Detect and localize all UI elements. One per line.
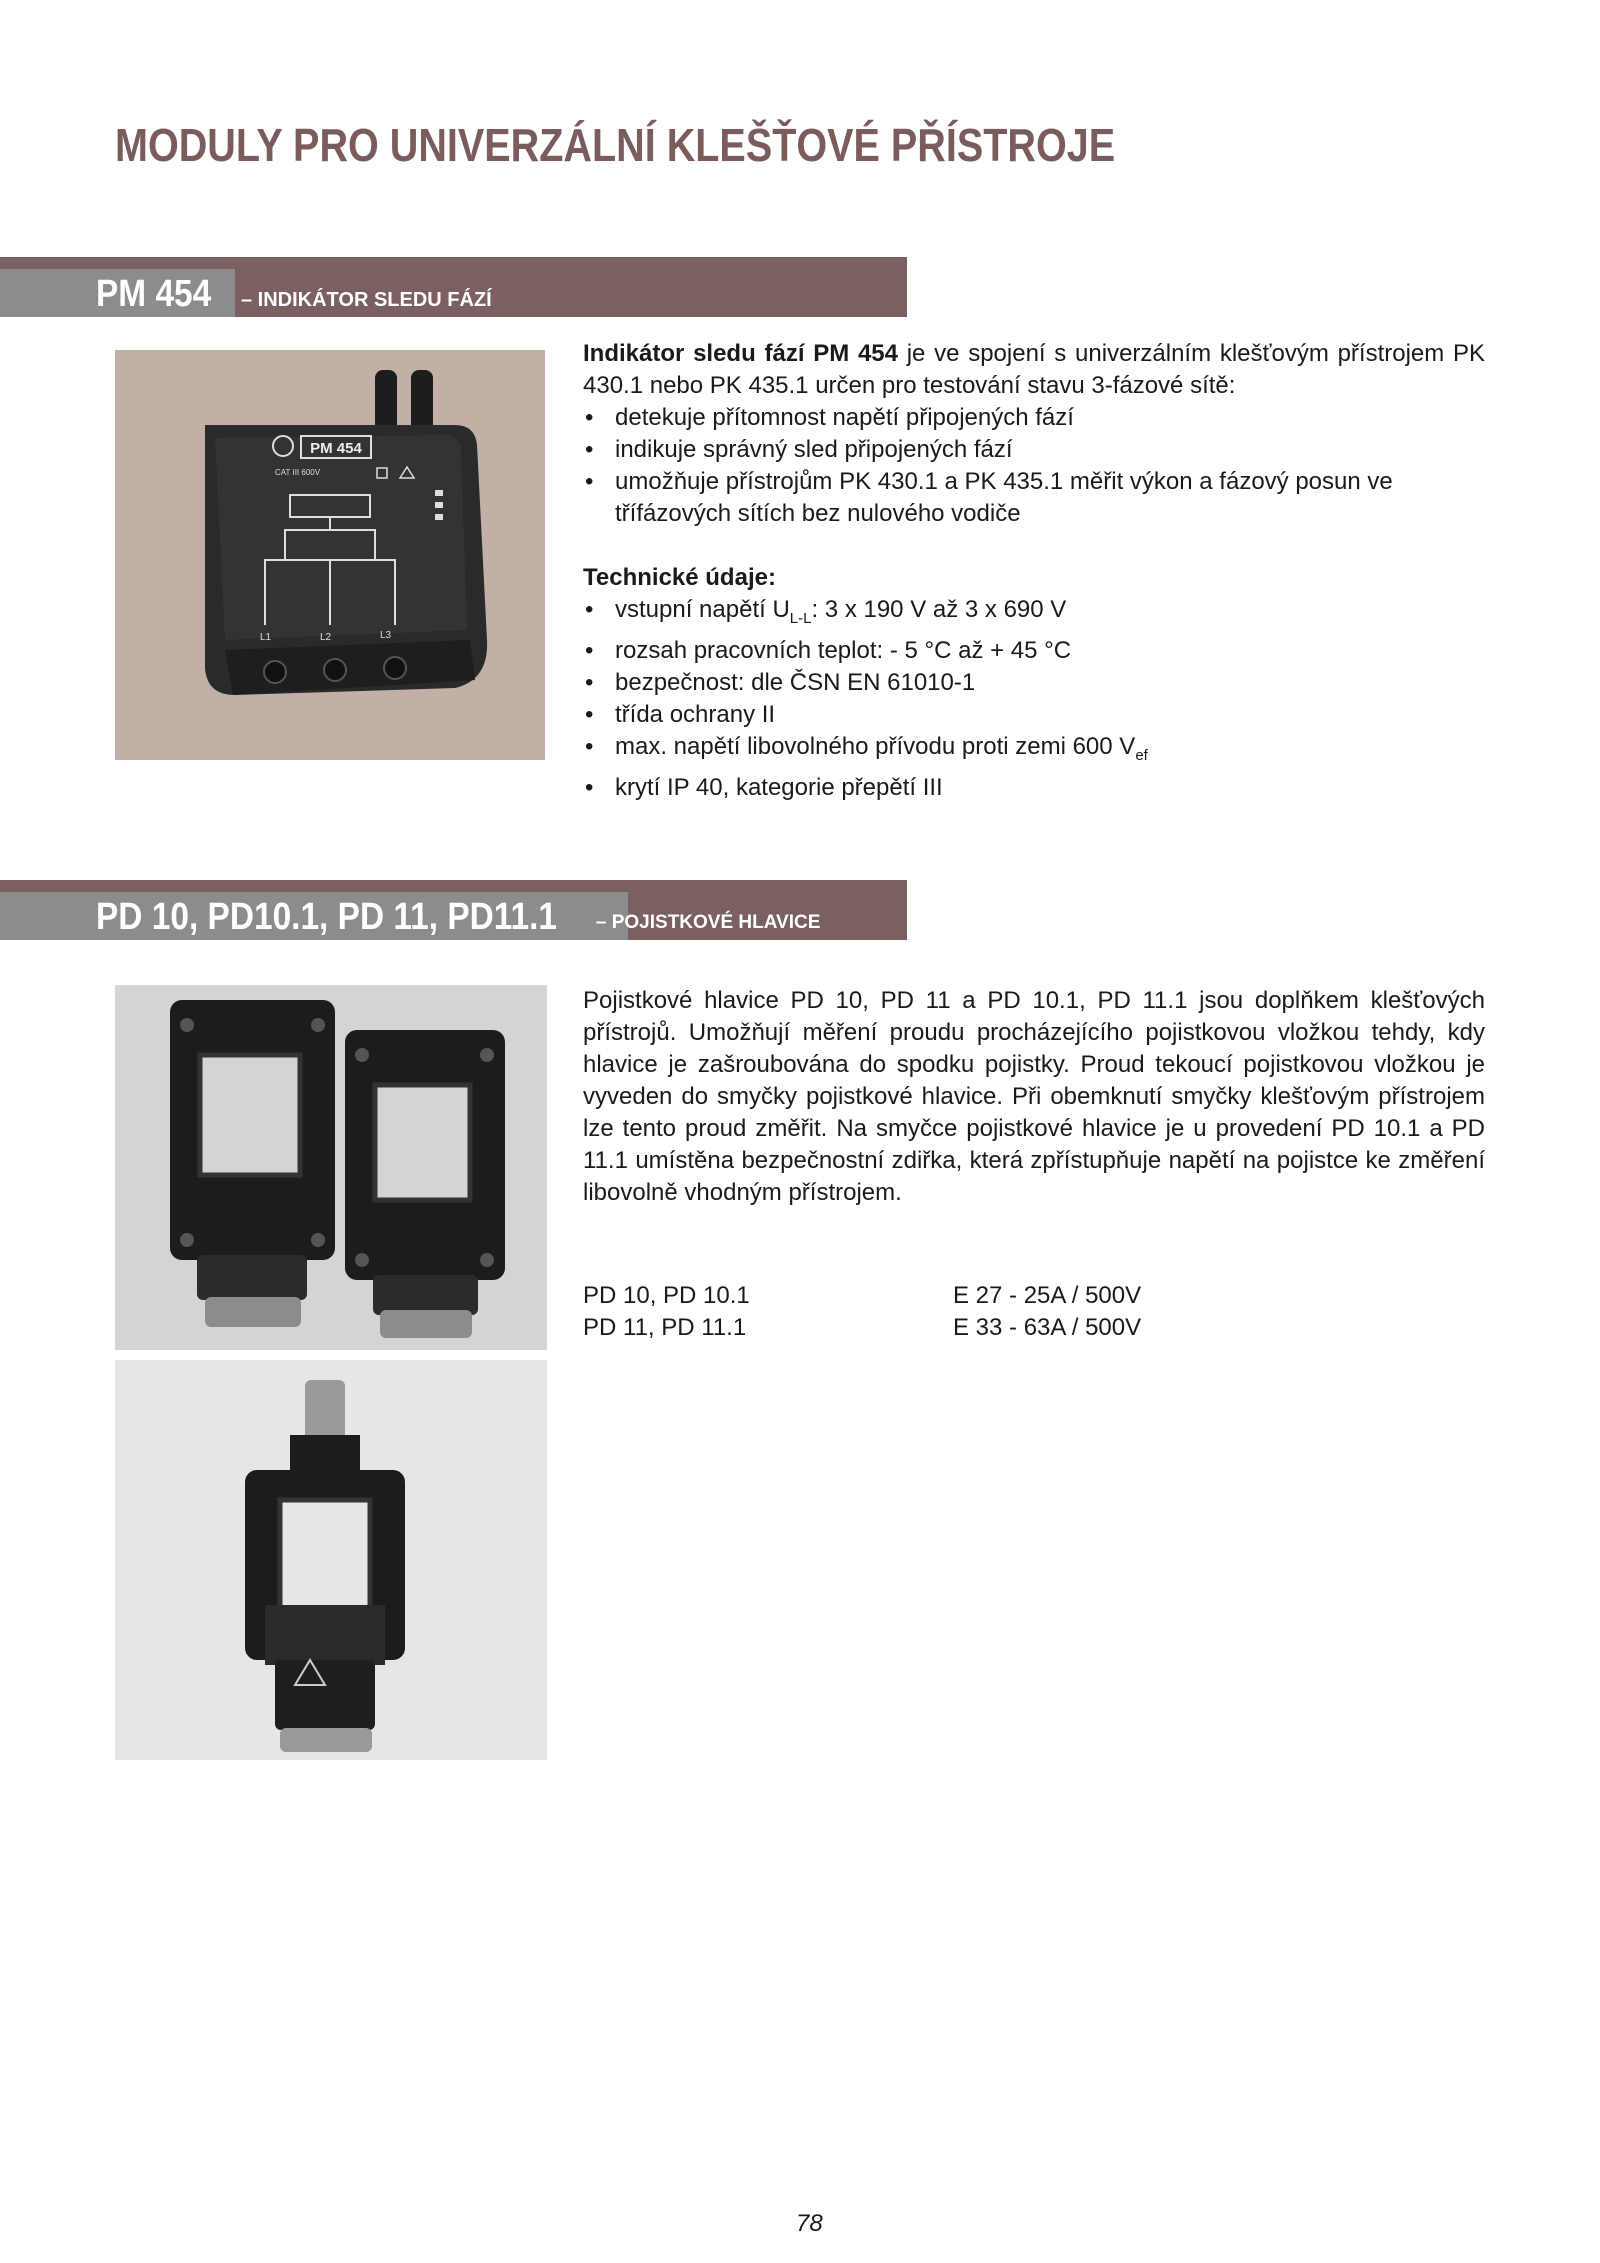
list-item: • max. napětí libovolného přívodu proti zemi 600 $V_{ef}$ <box>583 731 1485 772</box>
tech-spec-list <box>583 594 1485 804</box>
pd-specs-table <box>583 1280 1141 1344</box>
device-cat-label: CAT III 600V <box>275 468 321 477</box>
device-label: PM 454 <box>310 440 362 457</box>
section-subtitle: – POJISTKOVÉ HLAVICE <box>595 912 821 933</box>
list-item: • detekuje přítomnost napětí připojených fází <box>583 402 1485 434</box>
fuse-heads-illustration <box>115 985 547 1350</box>
list-item: • vstupní napětí $U_{L-L}$: 3 x 190 V až 3 x 690 V <box>583 594 1485 635</box>
section-subtitle: – INDIKÁTOR SLEDU FÁZÍ <box>240 289 492 311</box>
pm454-feature-list <box>583 402 1485 530</box>
spec-models: PD 10, PD 10.1 <box>583 1282 750 1309</box>
pm454-description <box>583 338 1485 804</box>
fuse-heads-photo <box>115 985 547 1350</box>
terminal-label-l3: L3 <box>380 630 392 641</box>
spec-rating: E 33 - 63A / 500V <box>953 1314 1142 1341</box>
list-item: • bezpečnost: dle ČSN EN 61010-1 <box>583 667 1485 699</box>
fuse-head-photo <box>115 1360 547 1760</box>
spec-rating: E 27 - 25A / 500V <box>953 1282 1142 1309</box>
list-item: • rozsah pracovních teplot: - 5 °C až + 45 °C <box>583 635 1485 667</box>
pd-description: Pojistkové hlavice PD 10, PD 11 a PD 10.1, PD 11.1 jsou doplňkem klešťových přístrojů. Umožňují měření proudu procházejícího pojistkovou vložkou tehdy, kdy hlavice je zašroubována do spodku pojistky. Proud tekoucí pojistkovou vložkou je vyveden do smyčky pojistkové hlavice. Při obemknutí smyčky klešťovým přístrojem lze tento proud změřit. Na smyčce pojistkové hlavice je u provedení PD 10.1 a PD 11.1 umístěna bezpečnostní zdiřka, která zpřístupňuje napětí na pojistce ke změření libovolně vhodným přístrojem. <box>583 987 1485 1206</box>
section-code: PM 454 <box>0 269 235 317</box>
pm454-device-illustration <box>115 350 545 760</box>
pm454-intro-bold: Indikátor sledu fází PM 454 <box>583 340 898 367</box>
pm454-intro-rest: je ve spojení s univerzálním klešťovým přístrojem PK 430.1 nebo PK 435.1 určen pro testování stavu 3-fázové sítě: <box>583 340 1485 399</box>
section-header-pm454 <box>0 257 907 317</box>
list-item: • krytí IP 40, kategorie přepětí III <box>583 772 1485 804</box>
spec-models: PD 11, PD 11.1 <box>583 1314 747 1341</box>
list-item: • indikuje správný sled připojených fází <box>583 434 1485 466</box>
section-code: PD 10, PD10.1, PD 11, PD11.1 <box>0 892 628 940</box>
tech-heading: Technické údaje: <box>583 564 776 591</box>
section-header-pd <box>0 880 907 940</box>
pm454-intro <box>583 338 1485 402</box>
page-number: 78 <box>796 2210 823 2237</box>
terminal-label-l2: L2 <box>320 632 332 643</box>
list-item: • umožňuje přístrojům PK 430.1 a PK 435.1 měřit výkon a fázový posun ve třífázových sítích bez nulového vodiče <box>583 466 1485 530</box>
fuse-head-illustration <box>115 1360 547 1760</box>
terminal-label-l1: L1 <box>260 632 272 643</box>
list-item: • třída ochrany II <box>583 699 1485 731</box>
page-title: MODULY PRO UNIVERZÁLNÍ KLEŠŤOVÉ PŘÍSTROJE <box>115 119 1116 171</box>
pm454-product-photo <box>115 350 545 760</box>
